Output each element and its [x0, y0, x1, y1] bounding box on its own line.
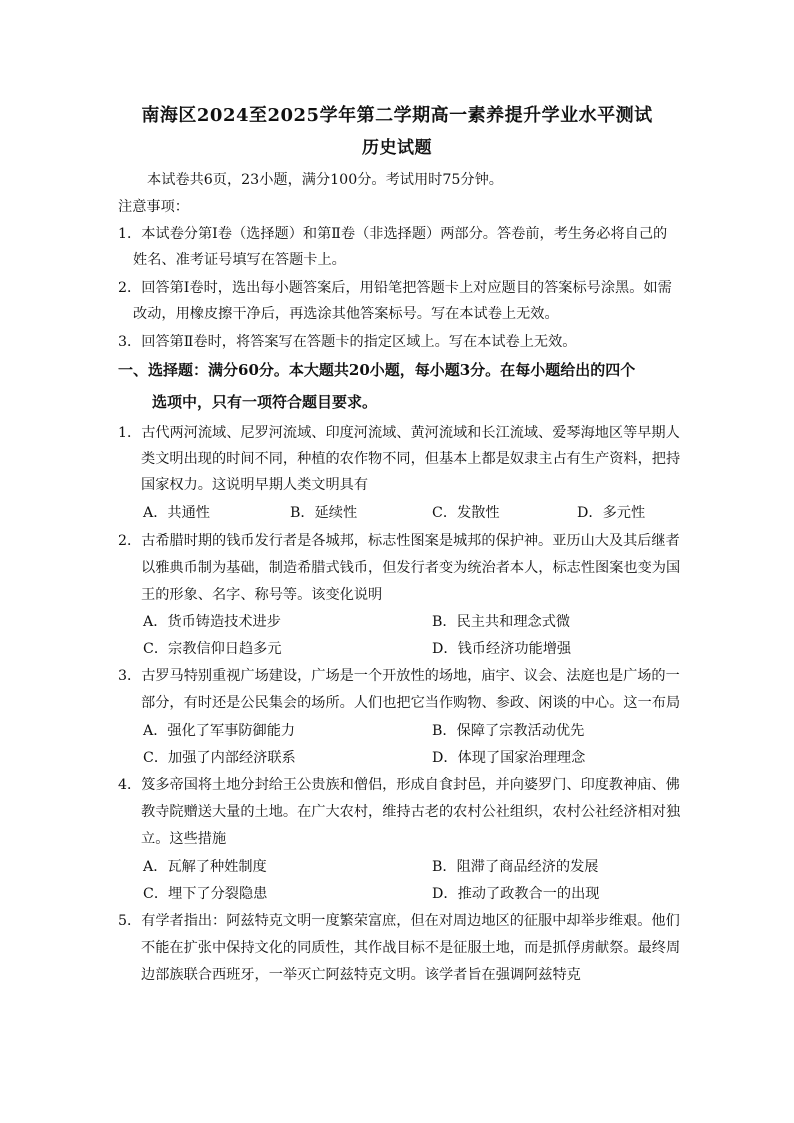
question-4-option-c[interactable]: C．埋下了分裂隐患: [143, 886, 268, 902]
question-4-option-d[interactable]: D．推动了政教合一的出现: [432, 886, 600, 902]
question-1-option-d[interactable]: D．多元性: [577, 505, 646, 521]
question-1-line-3: 国家权力。这说明早期人类文明具有: [141, 477, 369, 493]
section-heading-line-1: 一、选择题：满分60分。本大题共20小题，每小题3分。在每小题给出的四个: [118, 361, 636, 379]
section-heading-line-2: 选项中，只有一项符合题目要求。: [152, 393, 378, 411]
note-1-line-2: 姓名、准考证号填写在答题卡上。: [133, 252, 346, 268]
question-3-line-2: 部分，有时还是公民集会的场所。人们也把它当作购物、参政、闲谈的中心。这一布局: [141, 695, 681, 711]
question-2-option-b[interactable]: B．民主共和理念式微: [432, 614, 571, 630]
question-3-option-d[interactable]: D．体现了国家治理理念: [432, 750, 586, 766]
question-1-line-2: 类文明出现的时间不同，种植的农作物不同，但基本上都是奴隶主占有生产资料，把持: [141, 451, 681, 467]
question-4-line-1: 4．笈多帝国将土地分封给王公贵族和僧侣，形成自食封邑，并向婆罗门、印度教神庙、佛: [118, 777, 680, 793]
question-2-line-2: 以雅典币制为基础，制造希腊式钱币，但发行者变为统治者本人，标志性图案也变为国: [141, 560, 681, 576]
exam-intro: 本试卷共6页，23小题，满分100分。考试用时75分钟。: [147, 172, 503, 188]
question-3-option-b[interactable]: B．保障了宗教活动优先: [432, 723, 585, 739]
question-4-option-b[interactable]: B．阻滞了商品经济的发展: [432, 859, 599, 875]
question-5-line-3: 边部族联合西班牙，一举灭亡阿兹特克文明。该学者旨在强调阿兹特克: [141, 967, 581, 983]
notes-heading: 注意事项：: [118, 199, 189, 215]
question-3-line-1: 3．古罗马特别重视广场建设，广场是一个开放性的场地，庙宇、议会、法庭也是广场的一: [118, 668, 680, 684]
question-1-option-a[interactable]: A．共通性: [143, 505, 210, 521]
question-2-line-3: 王的形象、名字、称号等。该变化说明: [141, 587, 383, 603]
question-5-line-1: 5．有学者指出：阿兹特克文明一度繁荣富庶，但在对周边地区的征服中却举步维艰。他们: [118, 913, 680, 929]
question-3-option-c[interactable]: C．加强了内部经济联系: [143, 750, 296, 766]
question-1-option-b[interactable]: B．延续性: [290, 505, 358, 521]
question-2-line-1: 2．古希腊时期的钱币发行者是各城邦，标志性图案是城邦的保护神。亚历山大及其后继者: [118, 533, 680, 549]
note-1-line-1: 1．本试卷分第Ⅰ卷（选择题）和第Ⅱ卷（非选择题）两部分。答卷前，考生务必将自己的: [118, 226, 668, 242]
question-1-option-c[interactable]: C．发散性: [432, 505, 500, 521]
question-2-option-a[interactable]: A．货币铸造技术进步: [143, 614, 281, 630]
note-2-line-2: 改动，用橡皮擦干净后，再选涂其他答案标号。写在本试卷上无效。: [133, 306, 559, 322]
question-1-line-1: 1．古代两河流域、尼罗河流域、印度河流域、黄河流域和长江流域、爱琴海地区等早期人: [118, 425, 680, 441]
question-2-option-d[interactable]: D．钱币经济功能增强: [432, 641, 572, 657]
question-5-line-2: 不能在扩张中保持文化的同质性，其作战目标不是征服土地，而是抓俘虏献祭。最终周: [141, 940, 681, 956]
note-2-line-1: 2．回答第Ⅰ卷时，选出每小题答案后，用铅笔把答题卡上对应题目的答案标号涂黑。如需: [118, 280, 672, 296]
question-2-option-c[interactable]: C．宗教信仰日趋多元: [143, 641, 282, 657]
exam-title: 南海区2024至2025学年第二学期高一素养提升学业水平测试: [141, 105, 653, 126]
note-3-line-1: 3．回答第Ⅱ卷时，将答案写在答题卡的指定区域上。写在本试卷上无效。: [118, 334, 577, 350]
question-4-line-2: 教寺院赠送大量的土地。在广大农村，维持古老的农村公社组织，农村公社经济相对独: [141, 804, 681, 820]
exam-subtitle: 历史试题: [362, 138, 432, 158]
question-4-option-a[interactable]: A．瓦解了种姓制度: [143, 859, 267, 875]
question-4-line-3: 立。这些措施: [141, 831, 227, 847]
question-3-option-a[interactable]: A．强化了军事防御能力: [143, 723, 296, 739]
